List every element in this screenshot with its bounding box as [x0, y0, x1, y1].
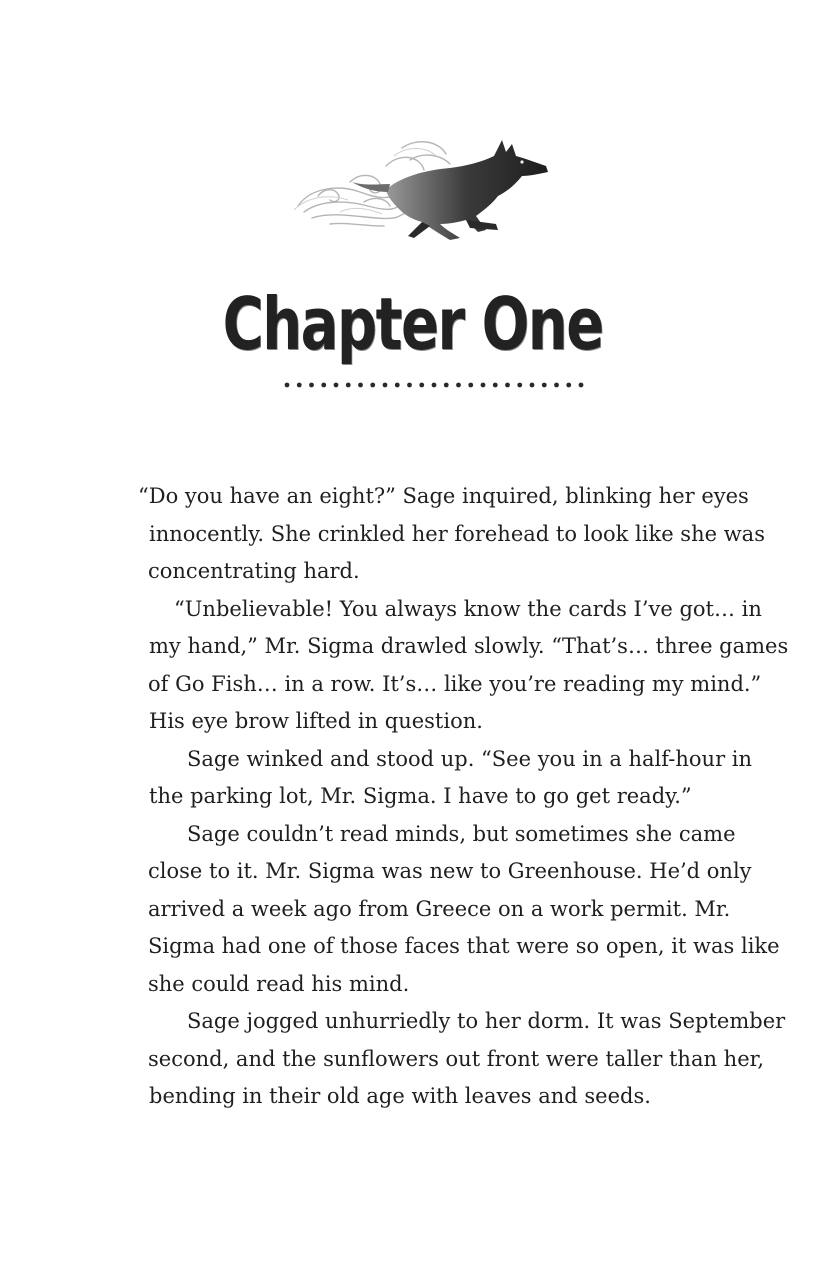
text-line: arrived a week ago from Greece on a work permit. Mr. [148, 896, 731, 921]
divider-dot [395, 383, 400, 388]
divider-dot [370, 383, 375, 388]
chapter-title: Chapter One [222, 282, 603, 366]
text-line: Sage jogged unhurriedly to her dorm. It was September [187, 1009, 786, 1033]
text-line: concentrating hard. [148, 559, 360, 583]
divider-dot [419, 383, 424, 388]
divider-dot [481, 383, 486, 388]
divider-dot [334, 383, 339, 388]
text-line: second, and the sunflowers out front were taller than her, [148, 1046, 765, 1071]
text-line: she could read his mind. [148, 971, 410, 996]
running-wolf-icon [290, 126, 560, 244]
divider-dot [493, 383, 498, 388]
paragraph [138, 478, 765, 591]
text-line: Sage couldn’t read minds, but sometimes she came [187, 821, 736, 846]
divider-dot [358, 383, 363, 388]
text-line: the parking lot, Mr. Sigma. I have to go get ready.” [149, 784, 692, 808]
text-line: of Go Fish… in a row. It’s… like you’re reading my mind.” [148, 671, 762, 696]
divider-dot [432, 383, 437, 388]
divider-dot [321, 383, 326, 388]
text-line: close to it. Mr. Sigma was new to Greenhouse. He’d only [148, 859, 752, 883]
divider-dot [542, 383, 547, 388]
divider-dot [346, 383, 351, 388]
divider-dot [579, 383, 584, 388]
text-line: my hand,” Mr. Sigma drawled slowly. “That’s… three games [149, 634, 789, 658]
divider-dot [517, 383, 522, 388]
divider-dot [309, 383, 314, 388]
divider-dot [468, 383, 473, 388]
text-line: bending in their old age with leaves and seeds. [149, 1084, 651, 1108]
divider-dot [407, 383, 412, 388]
divider-dot [383, 383, 388, 388]
text-line: “Do you have an eight?” Sage inquired, blinking her eyes [138, 484, 749, 508]
divider-dot [530, 383, 535, 388]
chapter-heading [0, 282, 825, 366]
divider-dot [444, 383, 449, 388]
divider-dot [505, 383, 510, 388]
text-line: Sigma had one of those faces that were so open, it was like [148, 934, 780, 958]
chapter-divider [284, 380, 588, 390]
text-line: innocently. She crinkled her forehead to look like she was [149, 521, 765, 546]
paragraph [138, 816, 780, 1004]
paragraph [138, 1003, 786, 1116]
chapter-illustration [290, 126, 560, 244]
divider-dot [285, 383, 290, 388]
divider-dot [297, 383, 302, 388]
chapter-text [138, 478, 789, 1116]
divider-dot [554, 383, 559, 388]
divider-dot [456, 383, 461, 388]
divider-dot [566, 383, 571, 388]
text-line: His eye brow lifted in question. [149, 709, 483, 733]
paragraph [138, 741, 753, 816]
text-line: “Unbelievable! You always know the cards I’ve got… in [174, 596, 762, 621]
paragraph [138, 591, 789, 741]
text-line: Sage winked and stood up. “See you in a half-hour in [187, 746, 753, 771]
